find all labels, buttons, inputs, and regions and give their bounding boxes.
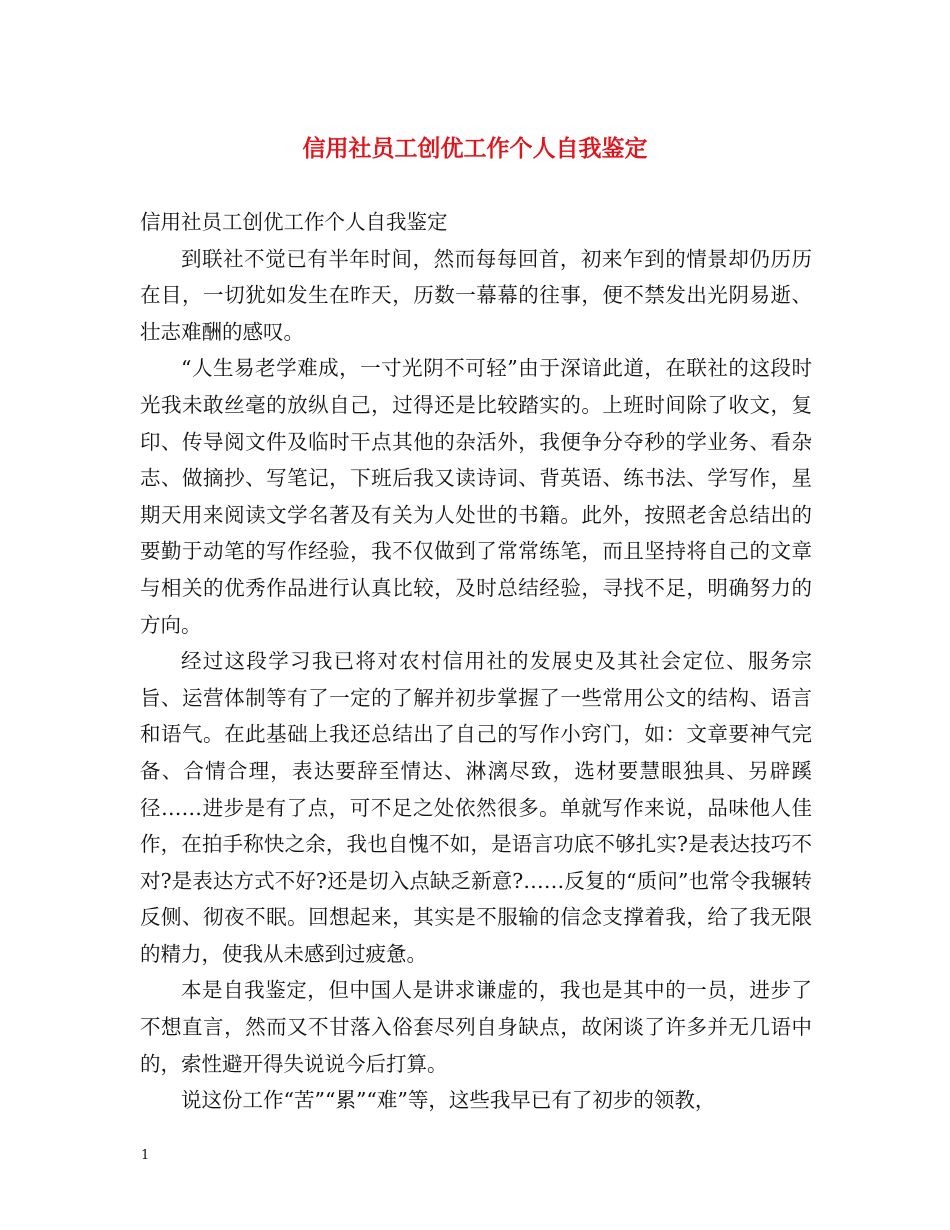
document-title: 信用社员工创优工作个人自我鉴定 xyxy=(302,135,648,162)
paragraph: 本是自我鉴定，但中国人是讲求谦虚的，我也是其中的一员，进步了不想直言，然而又不甘落入俗套尽列自身缺点，故闲谈了许多并无几语中的，索性避开得失说说今后打算。 xyxy=(140,978,812,1076)
document-subtitle: 信用社员工创优工作个人自我鉴定 xyxy=(140,210,448,234)
paragraph: 说这份工作“苦”“累”“难”等，这些我早已有了初步的领教， xyxy=(181,1088,716,1113)
paragraph: “人生易老学难成，一寸光阴不可轻”由于深谙此道，在联社的这段时光我未敢丝毫的放纵自己，过得还是比较踏实的。上班时间除了收文，复印、传导阅文件及临时干点其他的杂活外，我便争分夺秒的学业务、看杂志、做摘抄、写笔记，下班后我又读诗词、背英语、练书法、学写作，星期天用来阅读文学名著及有关为人处世的书籍。此外，按照老舍总结出的要勤于动笔的写作经验，我不仅做到了常常练笔，而且坚持将自己的文章与相关的优秀作品进行认真比较，及时总结经验，寻找不足，明确努力的方向。 xyxy=(140,356,812,637)
paragraph: 经过这段学习我已将对农村信用社的发展史及其社会定位、服务宗旨、运营体制等有了一定的了解并初步掌握了一些常用公文的结构、语言和语气。在此基础上我还总结出了自己的写作小窍门，如：文章要神气完备、合情合理，表达要辞至情达、淋漓尽致，选材要慧眼独具、另辟蹊径……进步是有了点，可不足之处依然很多。单就写作来说，品味他人佳作，在拍手称快之余，我也自愧不如，是语言功底不够扎实?是表达技巧不对?是表达方式不好?还是切入点缺乏新意?……反复的“质问”也常令我辗转反侧、彻夜不眠。回想起来，其实是不服输的信念支撑着我，给了我无限的精力，使我从未感到过疲惫。 xyxy=(140,649,812,966)
document-body xyxy=(140,204,812,1119)
page-number: 1 xyxy=(141,1148,150,1163)
paragraph: 到联社不觉已有半年时间，然而每每回首，初来乍到的情景却仍历历在目，一切犹如发生在昨天，历数一幕幕的往事，便不禁发出光阴易逝、壮志难酬的感叹。 xyxy=(140,246,812,344)
